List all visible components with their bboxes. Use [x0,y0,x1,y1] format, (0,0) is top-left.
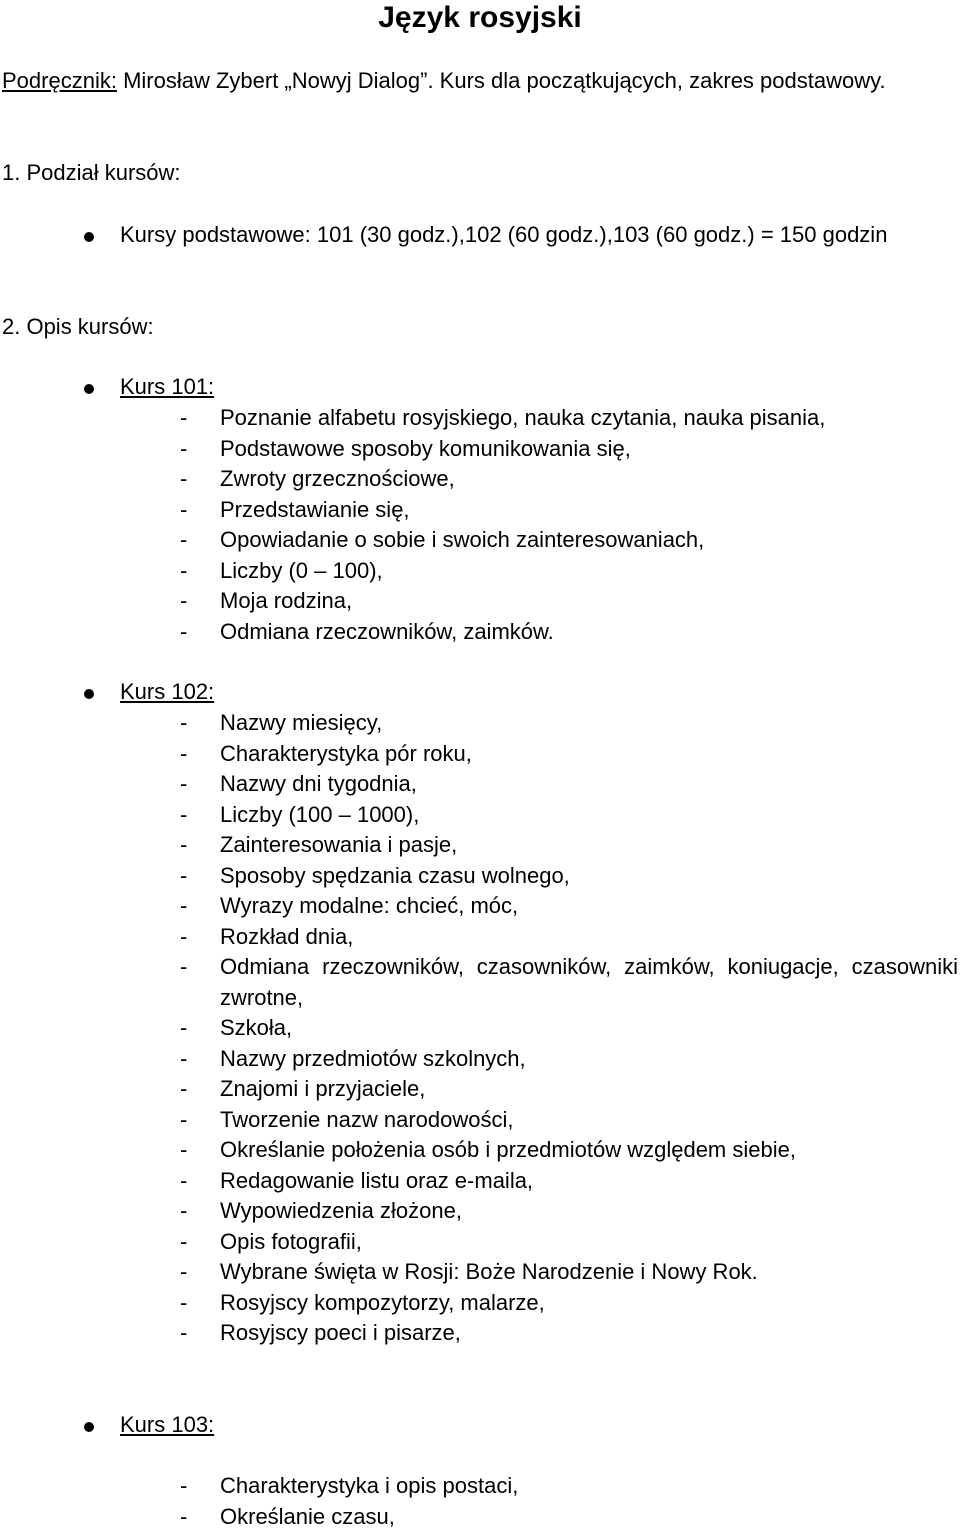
list-item: - Moja rodzina, [180,586,958,617]
list-item: - Tworzenie nazw narodowości, [180,1105,958,1136]
list-item: - Odmiana rzeczowników, czasowników, zaimków, koniugacje, czasowniki zwrotne, [180,952,958,1013]
list-item: - Wyrazy modalne: chcieć, móc, [180,891,958,922]
list-item: - Podstawowe sposoby komunikowania się, [180,434,958,465]
list-item: - Odmiana rzeczowników, zaimków. [180,617,958,648]
list-item: - Opowiadanie o sobie i swoich zainteresowaniach, [180,525,958,556]
list-item: - Charakterystyka pór roku, [180,739,958,770]
courses-summary: Kursy podstawowe: 101 (30 godz.),102 (60 godz.),103 (60 godz.) = 150 godzin [120,220,958,251]
textbook-paragraph [2,66,957,97]
list-item: - Charakterystyka i opis postaci, [180,1471,958,1502]
list-item: - Określanie czasu, [180,1502,958,1532]
list-item: - Liczby (0 – 100), [180,556,958,587]
list-item: - Rosyjscy poeci i pisarze, [180,1318,958,1349]
kurs-101-list [180,403,958,647]
list-item: - Znajomi i przyjaciele, [180,1074,958,1105]
bullet-icon [84,689,94,699]
textbook-label: Podręcznik: [2,68,117,93]
list-item: - Liczby (100 – 1000), [180,800,958,831]
section-heading-podzial: 1. Podział kursów: [2,158,181,189]
kurs-102-label: Kurs 102: [120,677,214,708]
kurs-101-label: Kurs 101: [120,372,214,403]
list-item: - Określanie położenia osób i przedmiotów względem siebie, [180,1135,958,1166]
list-item: - Redagowanie listu oraz e-maila, [180,1166,958,1197]
list-item: - Przedstawianie się, [180,495,958,526]
kurs-102-list [180,708,958,1349]
list-item: - Nazwy miesięcy, [180,708,958,739]
list-item: - Nazwy dni tygodnia, [180,769,958,800]
bullet-icon [84,232,94,242]
bullet-icon [84,1422,94,1432]
section-heading-opis: 2. Opis kursów: [2,312,154,343]
list-item: - Szkoła, [180,1013,958,1044]
kurs-103-list [180,1471,958,1532]
list-item: - Zainteresowania i pasje, [180,830,958,861]
list-item: - Poznanie alfabetu rosyjskiego, nauka czytania, nauka pisania, [180,403,958,434]
list-item: - Nazwy przedmiotów szkolnych, [180,1044,958,1075]
page-title: Język rosyjski [0,0,960,36]
list-item: - Wybrane święta w Rosji: Boże Narodzenie i Nowy Rok. [180,1257,958,1288]
list-item: - Sposoby spędzania czasu wolnego, [180,861,958,892]
list-item: - Zwroty grzecznościowe, [180,464,958,495]
list-item: - Rozkład dnia, [180,922,958,953]
list-item: - Wypowiedzenia złożone, [180,1196,958,1227]
bullet-icon [84,384,94,394]
list-item: - Rosyjscy kompozytorzy, malarze, [180,1288,958,1319]
kurs-103-label: Kurs 103: [120,1410,214,1441]
textbook-text: Mirosław Zybert „Nowyj Dialog”. Kurs dla początkujących, zakres podstawowy. [117,68,886,93]
list-item: - Opis fotografii, [180,1227,958,1258]
